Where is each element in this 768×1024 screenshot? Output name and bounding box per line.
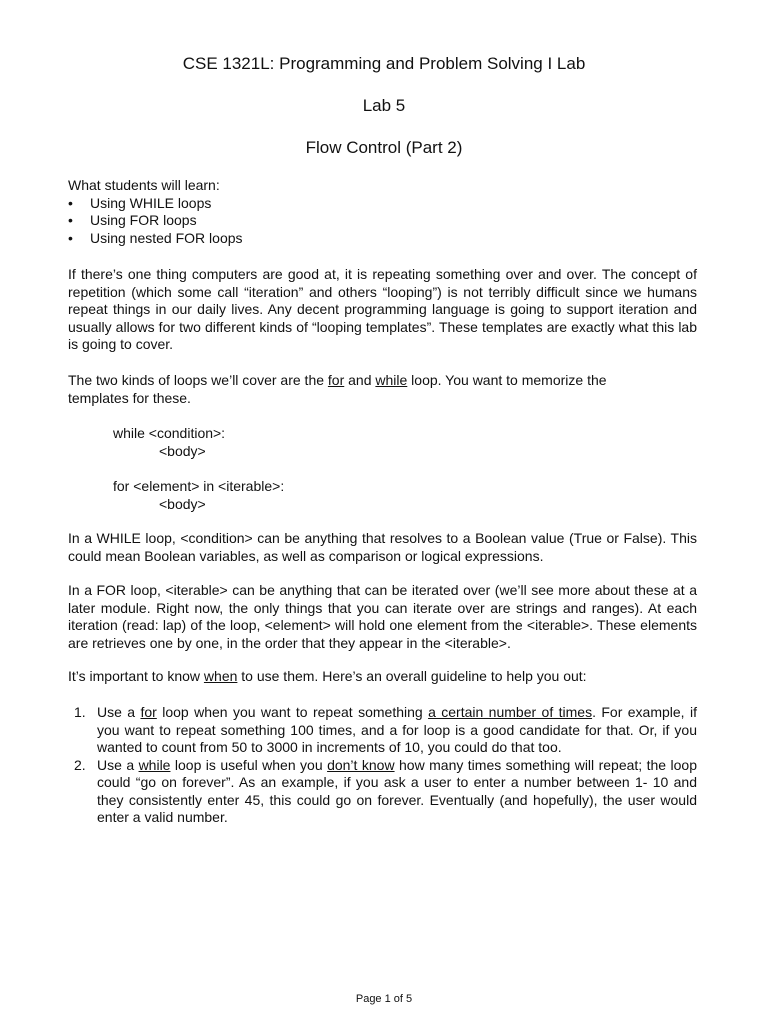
when-paragraph: It’s important to know when to use them. Here’s an overall guideline to help you out: [68,668,587,684]
bullet-icon: • [68,229,73,246]
bullet-icon: • [68,194,73,211]
guidelines-list [68,704,697,827]
lab-topic: Flow Control (Part 2) [305,138,463,157]
for-template-body: <body> [159,496,206,512]
when-keyword: when [203,668,238,684]
for-template-head: for <element> in <iterable>: [113,478,285,494]
lab-number: Lab 5 [362,96,406,115]
while-template-body: <body> [159,443,206,459]
bullet-icon: • [68,212,73,229]
objectives-intro: What students will learn: [68,177,220,193]
intro-paragraph: If there’s one thing computers are good at, it is repeating something over and over. The concept of repetition (which some call “iteration” and others “looping”) is not terribly difficult since we humans repeat things in our daily lives. Any decent programming language is going to support iteration and usually allows for two different kinds of “looping templates”. These templates are exactly what this lab is going to cover. [68,266,697,352]
for-explanation: In a FOR loop, <iterable> can be anything that can be iterated over (we’ll see more about these at a later module. Right now, the only things that you can iterate over are strings and ranges). At each iteration (read: lap) of the loop, <element> will hold one element from the <iterable>. These elements are retrieves one by one, in the order that they appear in the <iterable>. [68,582,697,651]
objective-item: • Using nested FOR loops [68,229,243,246]
loops-paragraph: The two kinds of loops we’ll cover are the for and while loop. You want to memorize the templates for these. [68,372,607,406]
page-number: Page 1 of 5 [355,993,413,1005]
list-item: 2. Use a while loop is useful when you don’t know how many times something will repeat; the loop could “go on forever”. As an example, if you ask a user to enter a number between 1- 10 and they consistently enter 45, this could go on forever. Eventually (and hopefully), the user would enter a valid number. [74,756,697,825]
learning-objectives [68,177,697,247]
while-template-head: while <condition>: [113,425,226,441]
while-explanation: In a WHILE loop, <condition> can be anything that resolves to a Boolean value (True or False). This could mean Boolean variables, as well as comparison or logical expressions. [68,530,697,564]
course-title: CSE 1321L: Programming and Problem Solving I Lab [182,54,586,73]
for-keyword: for [327,372,345,388]
objective-item: • Using WHILE loops [68,194,212,211]
objective-item: • Using FOR loops [68,212,197,229]
list-item: 1. Use a for loop when you want to repeat something a certain number of times. For example, if you want to repeat something 100 times, and a for loop is a good candidate for that. Or, if you wanted to count from 50 to 3000 in increments of 10, you could do that too. [74,704,697,755]
while-keyword: while [375,372,408,388]
